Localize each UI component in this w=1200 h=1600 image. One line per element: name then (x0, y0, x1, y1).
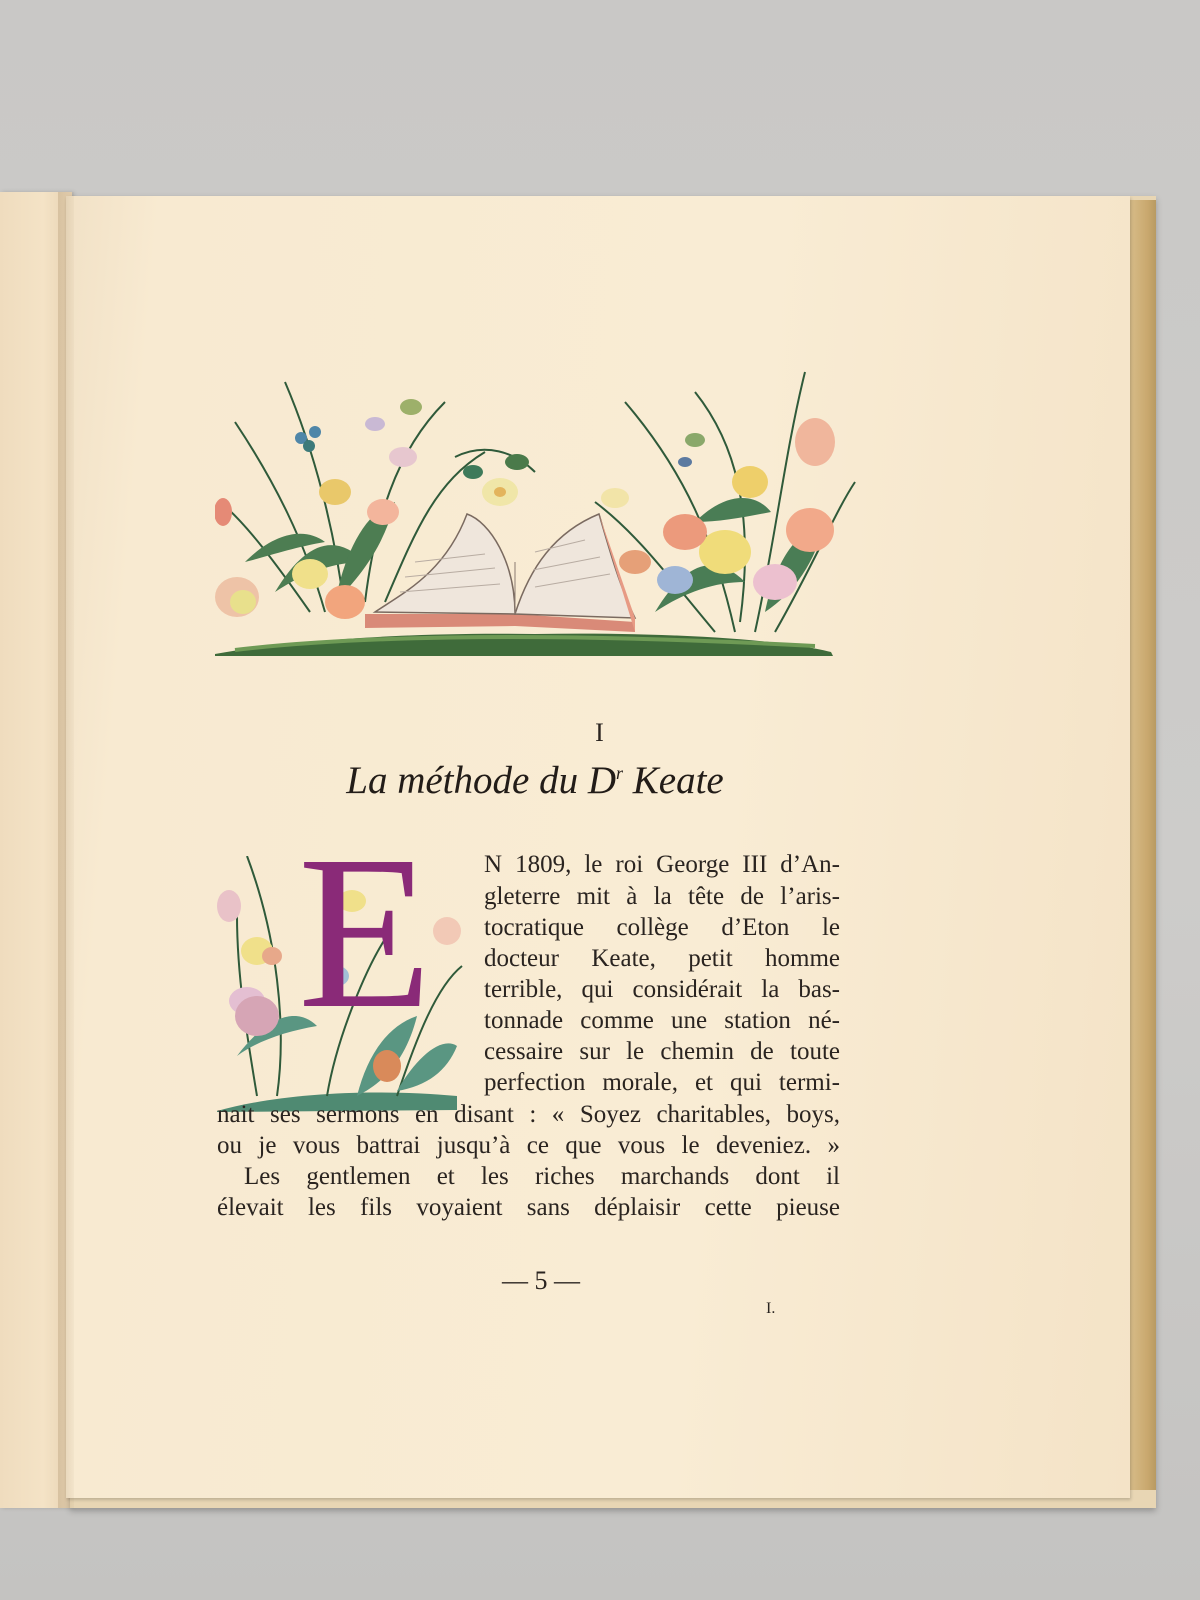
body-line-4: docteur Keate, petit homme (484, 945, 840, 972)
book-gutter (58, 192, 74, 1508)
body-line-10: ou je vous battrai jusqu’à ce que vous le deveniez. » (217, 1132, 840, 1159)
body-line-12: élevait les fils voyaient sans déplaisir cette pieuse (217, 1194, 840, 1221)
page-fore-edge (1128, 200, 1156, 1490)
body-line-7: cessaire sur le chemin de toute (484, 1038, 840, 1065)
body-line-8: perfection morale, et qui termi- (484, 1069, 840, 1096)
signature-mark: I. (766, 1300, 776, 1317)
chapter-title-superscript: r (616, 763, 624, 783)
chapter-title-main: La méthode du D (346, 759, 616, 802)
chapter-title (0, 758, 1070, 803)
body-line-5: terrible, qui considérait la bas- (484, 976, 840, 1003)
body-line-1: N 1809, le roi George III d’An- (484, 851, 840, 878)
chapter-number: I (595, 718, 605, 747)
body-line-6: tonnade comme une station né- (484, 1007, 840, 1034)
headpiece-illustration (215, 362, 857, 667)
dropcap-illustration (217, 856, 472, 1114)
chapter-title-end: Keate (623, 759, 724, 802)
page-number: — 5 — (502, 1266, 580, 1295)
body-line-3: tocratique collège d’Eton le (484, 914, 840, 941)
dropcap-letter: E (297, 856, 433, 1054)
body-line-9: nait ses sermons en disant : « Soyez charitables, boys, (217, 1101, 840, 1128)
body-line-11: Les gentlemen et les riches marchands dont il (244, 1163, 840, 1190)
body-line-2: gleterre mit à la tête de l’aris- (484, 883, 840, 910)
